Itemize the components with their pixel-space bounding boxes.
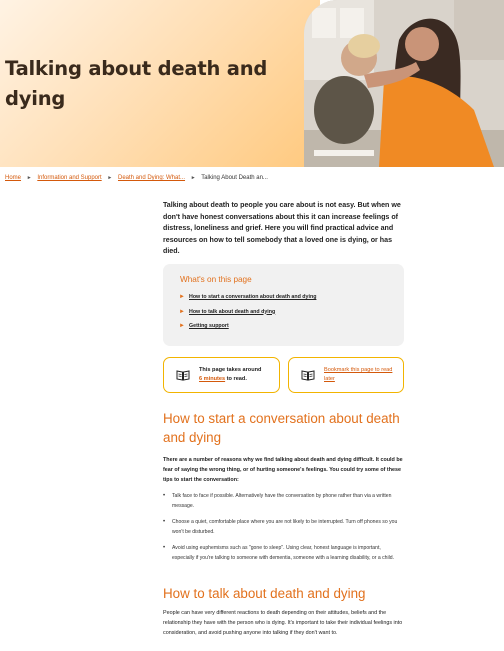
- toc-item[interactable]: [179, 294, 317, 309]
- list-item: • Talk face to face if possible. Alternatively have the conversation by phone rather than via a written message.: [163, 491, 404, 511]
- triangle-bullet-icon: ►: [179, 323, 185, 329]
- section-heading-start-conversation: How to start a conversation about death and dying: [163, 411, 400, 445]
- open-book-icon: [176, 369, 190, 381]
- toc-item-label: How to talk about death and dying: [189, 308, 276, 315]
- section-heading-talk: How to talk about death and dying: [163, 586, 366, 601]
- toc-item-label: Getting support: [189, 323, 229, 329]
- chevron-right-icon: ►: [107, 175, 113, 181]
- hero-photo: [304, 0, 504, 167]
- bookmark-link[interactable]: Bookmark this page to read later: [324, 367, 393, 382]
- chevron-right-icon: ►: [26, 175, 32, 181]
- list-item: • Choose a quiet, comfortable place where you are not likely to be interrupted. Turn off phones so you won't be disturbed.: [163, 517, 404, 537]
- section1-lead: There are a number of reasons why we find talking about death and dying difficult. It could be fear of saying the wrong thing, or of hurting someone's feelings. You could try some of these tips to start the conversation:: [163, 457, 403, 484]
- open-book-icon: [301, 369, 315, 381]
- hero-photo-illustration: [304, 0, 504, 167]
- breadcrumb-information-support[interactable]: Information and Support: [37, 175, 102, 181]
- read-time-text: [199, 366, 274, 384]
- read-time-prefix: This page takes around: [199, 367, 262, 373]
- page-title: Talking about death and dying: [5, 57, 268, 110]
- tips-list: [163, 491, 404, 564]
- section2-body: People can have very different reactions to death depending on their attitudes, beliefs and the relationship they have with the person who is dying. It's important to take their individual feelings into consideration, and avoid pushing anyone into talking if they don't want to.: [163, 610, 403, 637]
- list-item: • Avoid using euphemisms such as "gone to sleep". Using clear, honest language is important, especially if you're talking to someone with dementia, someone with a learning disability, or a child.: [163, 543, 404, 563]
- intro-block: [163, 200, 404, 258]
- read-time-card: [163, 357, 280, 393]
- read-time-value: 6 minutes: [199, 376, 226, 382]
- table-of-contents: [163, 264, 404, 346]
- chevron-right-icon: ►: [190, 175, 196, 181]
- toc-title: What's on this page: [180, 275, 252, 284]
- intro-paragraph: Talking about death to people you care about is not easy. But when we don't have honest conversations about this it can increase feelings of distress, loneliness and grief. Here you will find practical advice and resources on how to tell somebody that a loved one is dying, or has died.: [163, 201, 401, 256]
- toc-list: [179, 294, 317, 338]
- toc-item[interactable]: [179, 323, 316, 338]
- bookmark-card[interactable]: [288, 357, 404, 393]
- toc-item[interactable]: [179, 308, 316, 324]
- breadcrumb-death-dying[interactable]: Death and Dying: What...: [117, 175, 186, 181]
- toc-item-label: How to start a conversation about death and dying: [189, 294, 317, 300]
- read-time-suffix: to read.: [226, 376, 247, 382]
- breadcrumb: [5, 175, 268, 181]
- triangle-bullet-icon: ►: [179, 308, 185, 315]
- breadcrumb-home[interactable]: Home: [5, 175, 22, 181]
- triangle-bullet-icon: ►: [179, 294, 185, 300]
- hero-banner: [0, 0, 504, 167]
- breadcrumb-current: Talking About Death an...: [201, 175, 268, 181]
